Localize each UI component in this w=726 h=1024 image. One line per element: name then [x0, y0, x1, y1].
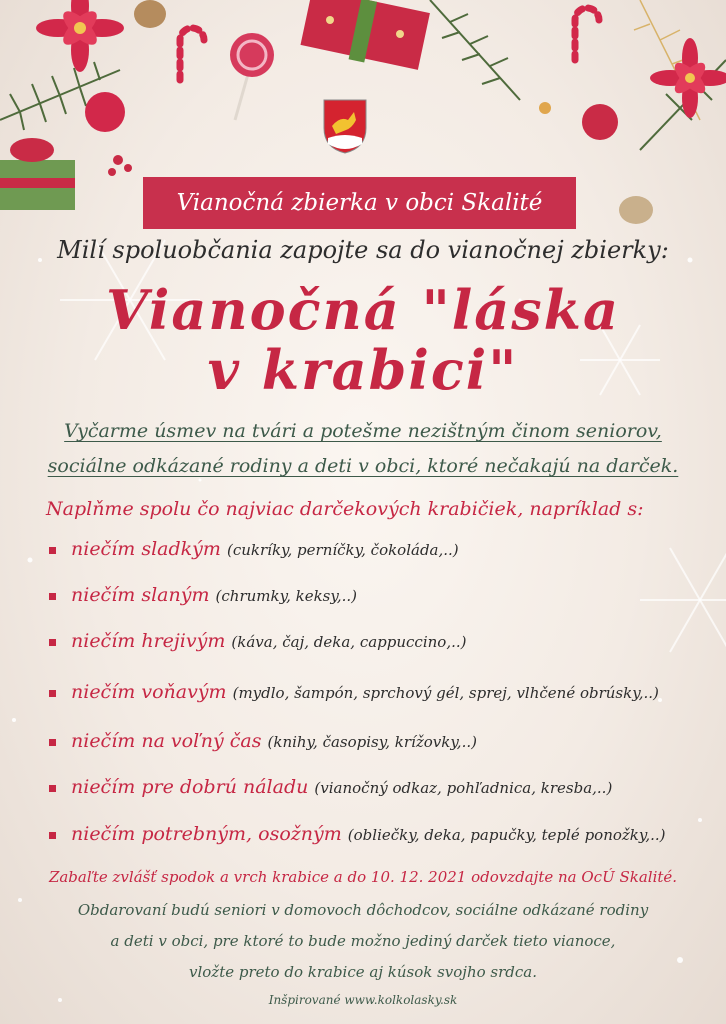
campaign-title-line2: v krabici" — [207, 338, 519, 402]
campaign-title-line1: Vianočná "láska — [105, 278, 621, 342]
intro-line1: Vyčarme úsmev na tvári a potešme nezištným činom seniorov, — [64, 420, 662, 442]
bullet-icon — [49, 832, 56, 839]
list-item — [49, 730, 477, 752]
item-detail: (obliečky, deka, papučky, teplé ponožky,..) — [347, 826, 666, 844]
bullet-icon — [49, 739, 56, 746]
gift-box-icon — [0, 138, 75, 210]
footer-line3: a deti v obci, pre ktoré to bude možno jediný darček tieto vianoce, — [110, 932, 616, 950]
list-item — [49, 681, 659, 703]
invitation-text: Milí spoluobčania zapojte sa do vianočnej zbierky: — [57, 236, 669, 264]
bullet-icon — [49, 690, 56, 697]
item-detail: (vianočný odkaz, pohľadnica, kresba,..) — [314, 779, 613, 797]
item-main: niečím hrejivým — [71, 630, 226, 652]
item-main: niečím potrebným, osožným — [71, 823, 342, 845]
poinsettia-icon — [36, 0, 124, 72]
footer-line4: vložte preto do krabice aj kúsok svojho srdca. — [189, 963, 537, 981]
item-main: niečím slaným — [71, 584, 210, 606]
item-detail: (mydlo, šampón, sprchový gél, sprej, vlhčené obrúsky,..) — [232, 684, 659, 702]
footer-line2: Obdarovaní budú seniori v domovoch dôchodcov, sociálne odkázané rodiny — [77, 901, 649, 919]
item-main: niečím voňavým — [71, 681, 227, 703]
gift-box-icon — [300, 0, 429, 70]
berry-cluster-icon — [108, 155, 132, 176]
item-main: niečím pre dobrú náladu — [71, 776, 309, 798]
lollipop-icon — [230, 33, 274, 120]
item-detail: (chrumky, keksy,..) — [215, 587, 357, 605]
footer-instruction: Zabaľte zvlášť spodok a vrch krabice a do 10. 12. 2021 odovzdajte na OcÚ Skalité. — [48, 868, 678, 886]
item-detail: (knihy, časopisy, krížovky,..) — [267, 733, 477, 751]
item-detail: (káva, čaj, deka, cappuccino,..) — [231, 633, 467, 651]
credit-line: Inšpirované www.kolkolasky.sk — [268, 993, 458, 1007]
list-item — [49, 584, 357, 606]
list-heading: Naplňme spolu čo najviac darčekových krabičiek, napríklad s: — [46, 498, 644, 520]
coat-of-arms-icon — [322, 98, 368, 154]
item-detail: (cukríky, perníčky, čokoláda,..) — [226, 541, 459, 559]
bullet-icon — [49, 785, 56, 792]
list-item — [49, 823, 666, 845]
item-main: niečím sladkým — [71, 538, 221, 560]
bullet-icon — [49, 593, 56, 600]
list-item — [49, 776, 612, 798]
bullet-icon — [49, 547, 56, 554]
page-title: Vianočná zbierka v obci Skalité — [143, 177, 576, 229]
item-main: niečím na voľný čas — [71, 730, 262, 752]
list-item — [49, 630, 466, 652]
list-item — [49, 538, 459, 560]
intro-line2: sociálne odkázané rodiny a deti v obci, ktoré nečakajú na darček. — [47, 455, 679, 477]
poinsettia-icon — [650, 38, 726, 118]
bullet-icon — [49, 639, 56, 646]
